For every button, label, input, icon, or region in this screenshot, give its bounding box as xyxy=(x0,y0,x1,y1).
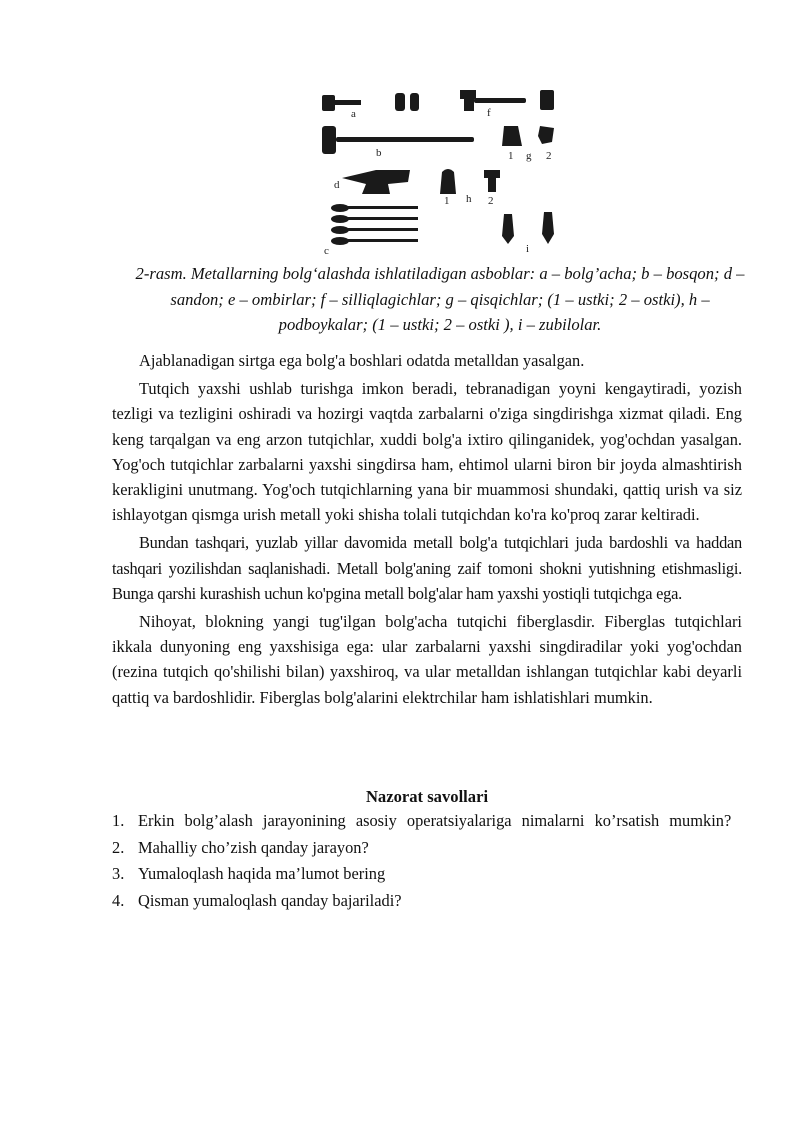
anvil-d-icon xyxy=(342,170,410,194)
questions-list xyxy=(112,809,742,915)
question-number: 4. xyxy=(112,890,125,910)
hammer-a-icon xyxy=(322,93,419,111)
question-text: Erkin bolg’alash jarayonining asosiy operatsiyalariga nimalarni ko’rsatish mumkin? xyxy=(138,811,732,830)
chisel-i-icon xyxy=(502,212,554,244)
tongs-e-icon xyxy=(331,204,418,245)
questions-heading: Nazorat savollari xyxy=(365,787,489,806)
label-g: g xyxy=(526,150,532,162)
paragraph: Ajablanadigan sirtga ega bolg'a boshlari odatda metalldan yasalgan. xyxy=(139,351,585,370)
label-h1: 1 xyxy=(444,195,450,207)
label-g1: 1 xyxy=(508,150,514,162)
clamp-g-icon xyxy=(502,126,554,146)
main-text xyxy=(112,348,742,710)
list-item xyxy=(112,809,742,833)
swage-h-icon xyxy=(440,169,500,194)
label-f: f xyxy=(487,107,491,119)
list-item xyxy=(112,862,742,886)
question-number: 3. xyxy=(112,864,125,883)
list-item xyxy=(112,889,742,913)
smoother-f-icon xyxy=(460,90,554,111)
label-g2: 2 xyxy=(546,150,552,162)
paragraph: Nihoyat, blokning yangi tug'ilgan bolg'acha tutqichi fiberglasdir. Fiberglas tutqichlari ikkala dunyoning eng yaxshisiga ega: ular zarbalarni yaxshi singdiradilar yoki yog'ochdan (rezina tutqich qo'shilishi bilan) yaxshiroq, va ular metalldan ishlangan tutqichlar kabi deyarli qattiq va bardoshlidir. Fiberglas bolg'alarini elektrchilar ham ishlatishlari mumkin. xyxy=(112,612,742,707)
paragraph: Tutqich yaxshi ushlab turishga imkon beradi, tebranadigan yoyni kengaytiradi, yozish tezligi va tezligini oshiradi va hozirgi vaqtda zarbalarni o'ziga singdirishga xizmat qiladi. Eng keng tarqalgan va eng arzon tutqichlar, xuddi bolg'a ixtiro qilinganidek, yog'ochdan yasalgan. Yog'och tutqichlar zarbalarni yaxshi singdirsa ham, ehtimol ularni biron bir joyda almashtirish kerakligini unutmang. Yog'och tutqichlarning yana bir muammosi shundaki, qattiq urish va siz ishlayotgan qismga urish metall yoki shisha tolali tutqichdan ko'ra ko'proq zarar keltiradi. xyxy=(112,379,742,525)
label-h2: 2 xyxy=(488,195,494,207)
question-text: Yumaloqlash haqida ma’lumot bering xyxy=(138,864,386,883)
tools-figure xyxy=(318,86,568,258)
label-i: i xyxy=(526,243,530,255)
label-d: d xyxy=(334,179,340,191)
list-item xyxy=(112,836,742,860)
label-b: b xyxy=(376,147,382,159)
question-number: 1. xyxy=(112,811,125,830)
forging-tools-illustration xyxy=(318,86,568,258)
paragraph: Bundan tashqari, yuzlab yillar davomida metall bolg'a tutqichlari juda bardoshli va haddan tashqari yozilishdan saqlanishadi. Metall bolg'aning zaif tomoni shokni yutishning etishmasligi. Bunga qarshi kurashish uchun ko'pgina metall bolg'alar ham yaxshi yostiqli tutqichga ega. xyxy=(112,533,742,603)
question-text: Qisman yumaloqlash qanday bajariladi? xyxy=(138,890,402,910)
question-text: Mahalliy cho’zish qanday jarayon? xyxy=(138,837,369,857)
figure-caption: 2-rasm. Metallarning bolg‘alashda ishlatiladigan asboblar: a – bolg’acha; b – bosqon; d – sandon; e – ombirlar; f – silliqlagichlar; g – qisqichlar; (1 – ustki; 2 – ostki), h – podboykalar; (1 – ustki; 2 – ostki ), i – zubilolar. xyxy=(135,264,745,334)
label-a: a xyxy=(351,108,356,120)
sledgehammer-b-icon xyxy=(322,126,474,154)
label-h: h xyxy=(466,193,472,205)
label-c: c xyxy=(324,245,329,257)
question-number: 2. xyxy=(112,837,125,857)
